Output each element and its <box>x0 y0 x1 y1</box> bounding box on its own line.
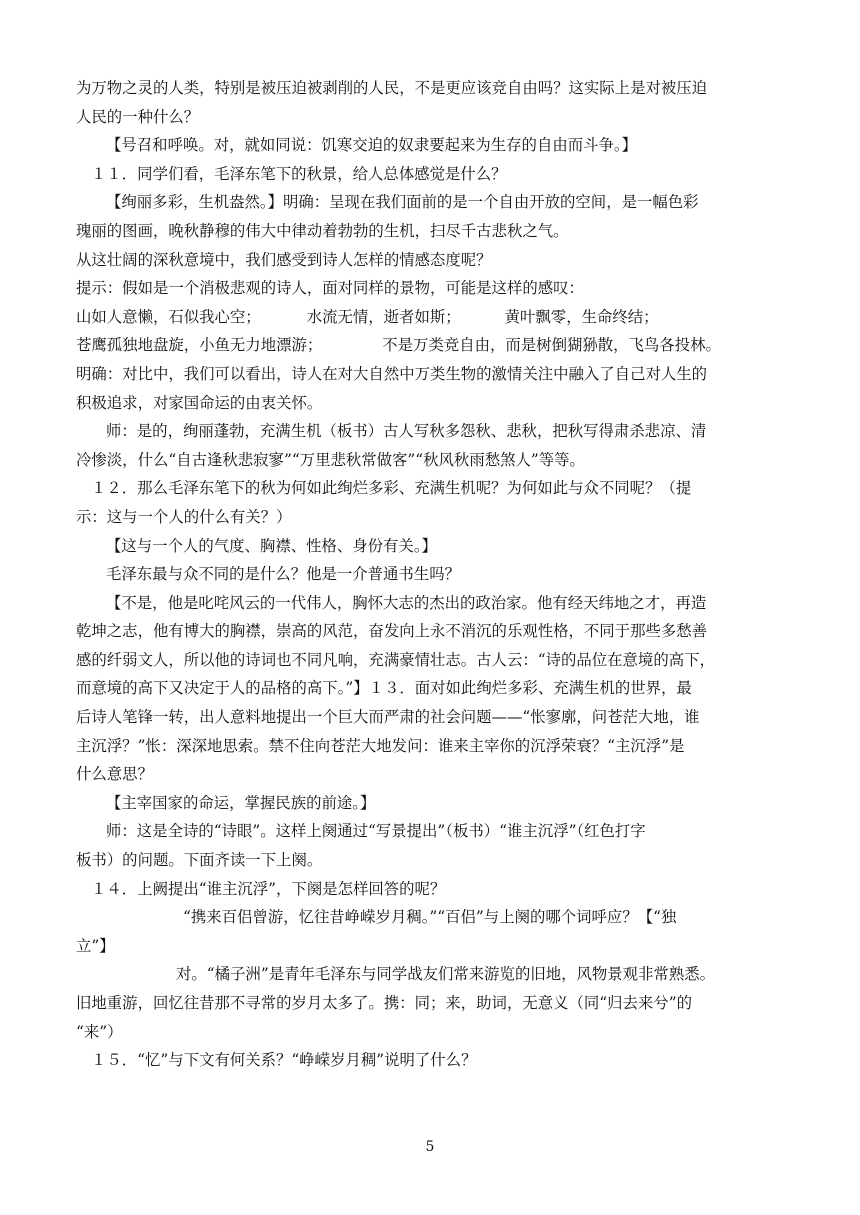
text-line: 乾坤之志，他有博大的胸襟，崇高的风范，奋发向上永不消沉的乐观性格，不同于那些多愁善 <box>76 622 708 641</box>
contrast-line-1 <box>76 303 786 332</box>
text-line: 师：是的，绚丽蓬勃，充满生机（板书）古人写秋多怨秋、悲秋，把秋写得肃杀悲凉、清 <box>106 422 707 441</box>
contrast-phrase: 山如人意懒，石似我心空； <box>76 307 261 326</box>
text-line: 示：这与一个人的什么有关？） <box>76 507 292 526</box>
text-line: 而意境的高下又决定于人的品格的高下。”】１３．面对如此绚烂多彩、充满生机的世界，最 <box>76 679 692 698</box>
text-line: 为万物之灵的人类，特别是被压迫被剥削的人民，不是更应该竞自由吗？这实际上是对被压迫 <box>76 79 708 97</box>
text-line: 瑰丽的图画，晚秋静穆的伟大中律动着勃勃的生机，扫尽千古悲秋之气。 <box>76 221 569 240</box>
contrast-phrase: 黄叶飘零，生命终结； <box>504 307 659 326</box>
page-number: 5 <box>425 1139 435 1155</box>
text-line: 明确：对比中，我们可以看出，诗人在对大自然中万类生物的激情关注中融入了自己对人生的 <box>76 364 708 383</box>
contrast-phrase: 苍鹰孤独地盘旋，小鱼无力地漂游； <box>76 336 323 355</box>
text-line: １１．同学们看，毛泽东笔下的秋景，给人总体感觉是什么？ <box>91 164 507 183</box>
text-line: 提示：假如是一个消极悲观的诗人，面对同样的景物，可能是这样的感叹： <box>76 279 584 298</box>
text-line: 主沉浮？”怅：深深地思索。禁不住向苍茫大地发问：谁来主宰你的沉浮荣衰？“主沉浮”是 <box>76 736 685 755</box>
text-line: 对。“橘子洲”是青年毛泽东与同学战友们常来游览的旧地，风物景观非常熟悉。 <box>176 965 716 984</box>
text-line: “来”） <box>76 1022 123 1041</box>
text-line: 立”】 <box>76 936 115 955</box>
text-line: 【主宰国家的命运，掌握民族的前途。】 <box>106 793 376 812</box>
contrast-line-2 <box>76 331 786 360</box>
text-line: １２．那么毛泽东笔下的秋为何如此绚烂多彩、充满生机呢？为何如此与众不同呢？（提 <box>91 479 692 498</box>
text-line: 人民的一种什么？ <box>76 107 200 126</box>
text-line: 师：这是全诗的“诗眼”。这样上阕通过“写景提出”（板书）“谁主沉浮”（红色打字 <box>106 822 646 841</box>
text-line: １５．“忆”与下文有何关系？“峥嵘岁月稠”说明了什么？ <box>91 1051 477 1070</box>
contrast-phrase: 水流无情，逝者如斯； <box>306 307 461 326</box>
text-line: “携来百侣曾游，忆往昔峥嵘岁月稠。”“百侣”与上阕的哪个词呼应？【“独 <box>183 908 677 927</box>
text-line: 感的纤弱文人，所以他的诗词也不同凡响，充满豪情壮志。古人云：“诗的品位在意境的高下， <box>76 650 715 669</box>
page-content <box>76 74 786 1075</box>
text-line: 从这壮阔的深秋意境中，我们感受到诗人怎样的情感态度呢？ <box>76 250 492 269</box>
text-line: 【不是，他是叱咤风云的一代伟人，胸怀大志的杰出的政治家。他有经天纬地之才，再造 <box>106 593 707 612</box>
text-line: 【绚丽多彩，生机盎然。】明确：呈现在我们面前的是一个自由开放的空间，是一幅色彩 <box>106 193 699 212</box>
text-line: 后诗人笔锋一转，出人意料地提出一个巨大而严肃的社会问题——“怅寥廓，问苍茫大地，谁 <box>76 708 700 727</box>
text-line: 什么意思？ <box>76 765 153 784</box>
contrast-phrase: 不是万类竞自由，而是树倒猢狲散，飞鸟各投林。 <box>382 336 721 355</box>
text-line: 【号召和呼唤。对，就如同说：饥寒交迫的奴隶要起来为生存的自由而斗争。】 <box>106 136 637 155</box>
text-line: 冷惨淡，什么“自古逢秋悲寂寥”“万里悲秋常做客”“秋风秋雨愁煞人”等等。 <box>76 450 585 469</box>
text-line: 毛泽东最与众不同的是什么？他是一介普通书生吗？ <box>106 565 460 584</box>
text-line: １４．上阙提出“谁主沉浮”，下阕是怎样回答的呢？ <box>91 879 446 898</box>
text-line: 【这与一个人的气度、胸襟、性格、身份有关。】 <box>106 536 437 555</box>
text-line: 旧地重游，回忆往昔那不寻常的岁月太多了。携：同；来，助词，无意义（同“归去来兮”的 <box>76 994 692 1012</box>
text-line: 板书）的问题。下面齐读一下上阕。 <box>76 851 323 870</box>
text-line: 积极追求，对家国命运的由衷关怀。 <box>76 393 323 412</box>
